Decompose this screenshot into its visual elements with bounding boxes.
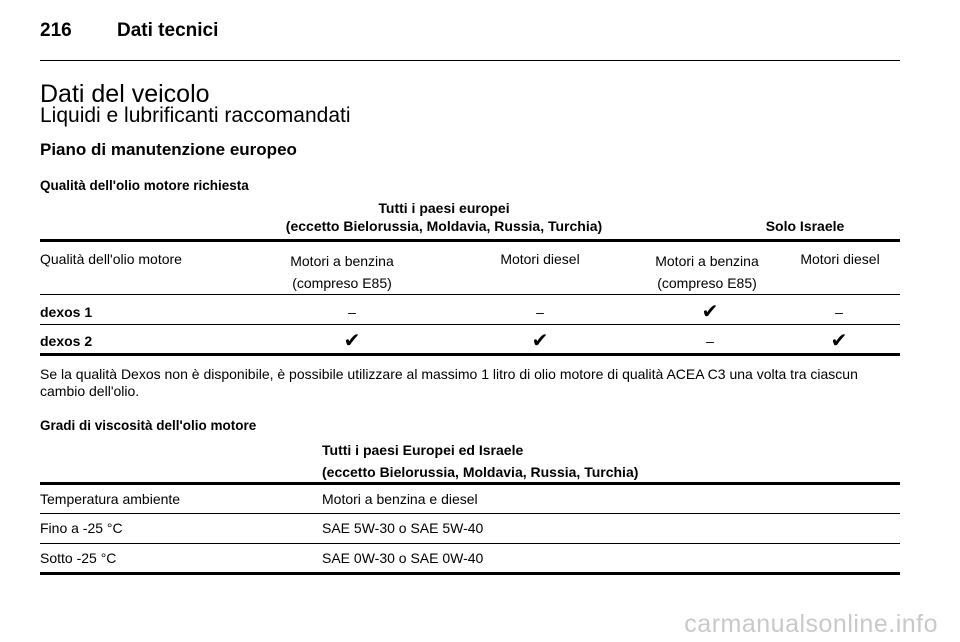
temp-value: Sotto -25 °C: [40, 550, 117, 566]
col-petrol-europe-line1: Motori a benzina: [290, 253, 394, 269]
cell-value: –: [706, 333, 714, 349]
viscosity-rule-top: [40, 482, 900, 485]
col-petrol-israel-line2: (compreso E85): [657, 275, 757, 291]
viscosity-group-header-line2: (eccetto Bielorussia, Moldavia, Russia, Turchia): [322, 464, 639, 480]
col-petrol-israel: [627, 250, 787, 294]
grade-value: SAE 0W-30 o SAE 0W-40: [322, 550, 484, 566]
page-header: [40, 20, 900, 44]
check-icon: ✔: [531, 330, 549, 352]
group-header-europe: [262, 199, 626, 235]
row-label-dexos-2: dexos 2: [40, 333, 93, 349]
check-icon: ✔: [701, 301, 719, 323]
viscosity-heading: Gradi di viscosità dell'olio motore: [40, 418, 257, 433]
page-title: Dati del veicolo: [40, 80, 210, 108]
table-rule-bottom: [40, 353, 900, 356]
group-header-israel: Solo Israele: [765, 218, 845, 234]
table-rule-top: [40, 239, 900, 242]
section-title: Dati tecnici: [117, 20, 219, 41]
check-icon: ✔: [343, 330, 361, 352]
watermark: carmanualsonline.info: [684, 610, 938, 638]
viscosity-group-header-line1: Tutti i paesi Europei ed Israele: [322, 442, 524, 458]
oil-note: Se la qualità Dexos non è disponibile, è possibile utilizzare al massimo 1 litro di olio motore di qualità ACEA C3 una volta tra ciascun cambio dell'olio.: [40, 366, 858, 399]
col-petrol-israel-line1: Motori a benzina: [655, 253, 759, 269]
col-diesel-europe: Motori diesel: [500, 251, 580, 267]
col-engine-type: Motori a benzina e diesel: [322, 491, 478, 507]
row-label-dexos-1: dexos 1: [40, 304, 93, 320]
viscosity-rule-row: [40, 543, 900, 544]
col-diesel-israel: Motori diesel: [800, 251, 880, 267]
subsection-heading: Piano di manutenzione europeo: [40, 140, 297, 159]
cell-value: –: [348, 304, 356, 320]
check-icon: ✔: [830, 330, 848, 352]
viscosity-rule-header: [40, 513, 900, 514]
table-rule-header: [40, 294, 900, 295]
col-petrol-europe-line2: (compreso E85): [292, 275, 392, 291]
cell-value: –: [536, 304, 544, 320]
grade-value: SAE 5W-30 o SAE 5W-40: [322, 520, 484, 536]
row-header-oil-quality: Qualità dell'olio motore: [40, 251, 182, 267]
viscosity-group-header: [322, 439, 638, 483]
section-heading: Liquidi e lubrificanti raccomandati: [40, 104, 351, 127]
table-rule-row: [40, 324, 900, 325]
temp-value: Fino a -25 °C: [40, 520, 123, 536]
group-header-europe-line2: (eccetto Bielorussia, Moldavia, Russia, Turchia): [285, 218, 603, 234]
col-ambient-temperature: Temperatura ambiente: [40, 491, 181, 507]
col-petrol-europe: [262, 250, 422, 294]
oil-quality-heading: Qualità dell'olio motore richiesta: [40, 178, 249, 193]
cell-value: –: [835, 304, 843, 320]
group-header-europe-line1: Tutti i paesi europei: [378, 200, 510, 216]
page-number: 216: [40, 20, 72, 41]
header-divider: [40, 60, 900, 61]
viscosity-rule-bottom: [40, 572, 900, 575]
